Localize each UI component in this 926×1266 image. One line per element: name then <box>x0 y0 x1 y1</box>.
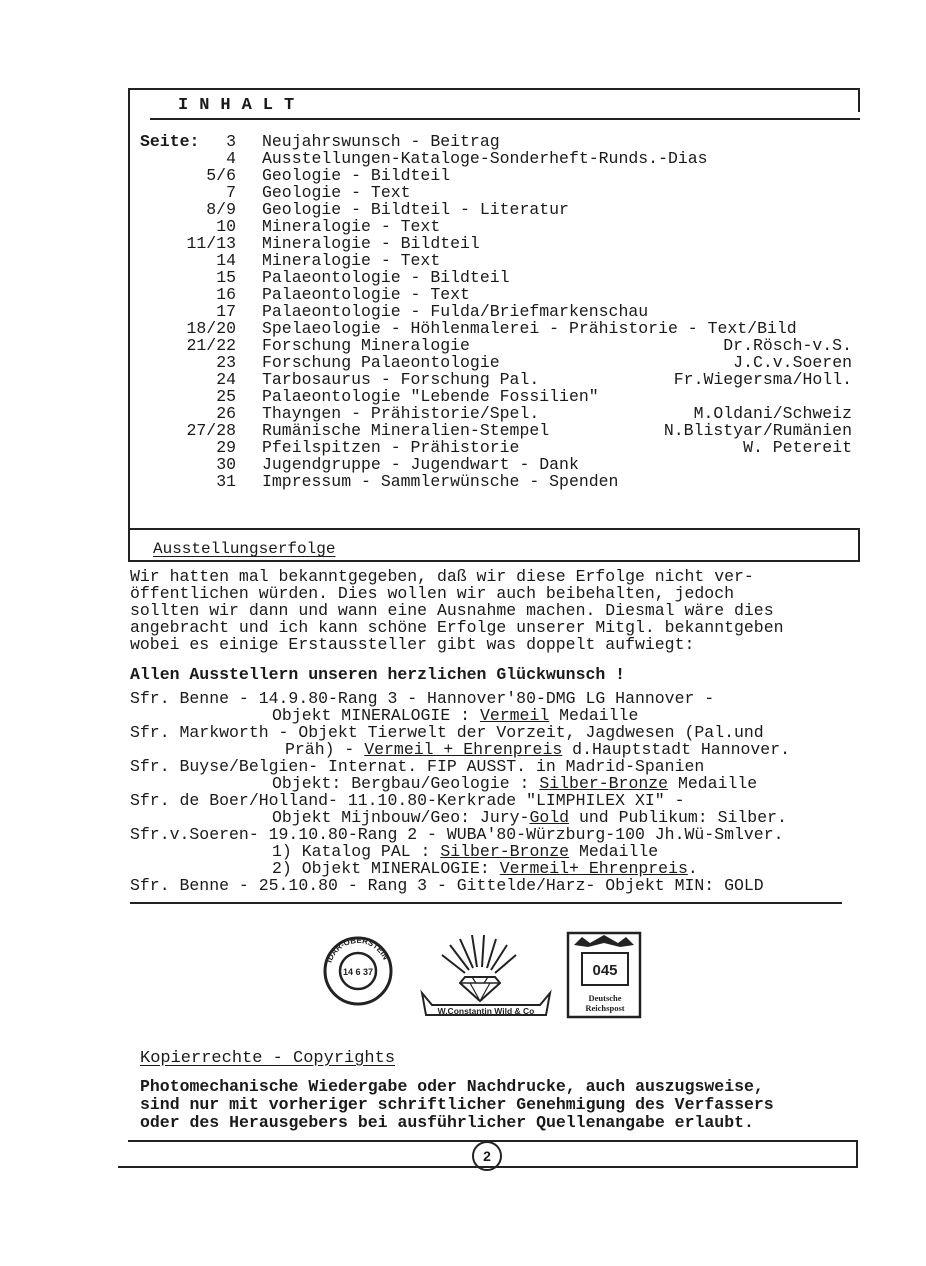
frame-right-top <box>858 88 860 112</box>
toc-row <box>138 422 868 439</box>
toc-page-number: 10 <box>216 217 236 236</box>
toc-row <box>138 286 868 303</box>
toc-row <box>138 235 868 252</box>
toc-author: W. Petereit <box>743 438 852 457</box>
toc-title: Jugendgruppe - Jugendwart - Dank <box>262 455 579 474</box>
award-medal: Vermeil + Ehrenpreis <box>364 740 563 759</box>
toc-row <box>138 456 868 473</box>
toc-author: Dr.Rösch-v.S. <box>723 336 852 355</box>
toc-page-number: 24 <box>216 370 236 389</box>
toc-page-number: 4 <box>226 149 236 168</box>
toc-title: Rumänische Mineralien-Stempel <box>262 421 550 440</box>
toc-page-number: 14 <box>216 251 236 270</box>
toc-row <box>138 405 868 422</box>
copyright-text <box>140 1078 870 1132</box>
toc-page-number: 25 <box>216 387 236 406</box>
frame-left-top <box>128 88 130 528</box>
toc-row <box>138 252 868 269</box>
awards-end-rule <box>130 902 842 904</box>
award-text: Objekt MINERALOGIE : <box>272 706 480 725</box>
frame-top <box>128 88 860 90</box>
toc-row <box>138 354 868 371</box>
award-line <box>130 860 870 877</box>
toc-title: Pfeilspitzen - Prähistorie <box>262 438 520 457</box>
award-text: und Publikum: Silber. <box>569 808 787 827</box>
frame-left-mid <box>128 528 130 562</box>
toc-page-number: 8/9 <box>206 200 236 219</box>
award-line <box>130 775 870 792</box>
toc-page-number: 7 <box>226 183 236 202</box>
toc-title: Forschung Mineralogie <box>262 336 470 355</box>
toc-page-number: 30 <box>216 455 236 474</box>
award-text: Sfr.v.Soeren- 19.10.80-Rang 2 - WUBA'80-Würzburg-100 Jh.Wü-Smlver. <box>130 825 784 844</box>
toc-row <box>138 388 868 405</box>
toc-page-number: 16 <box>216 285 236 304</box>
seite-label: Seite: <box>140 132 200 151</box>
toc-title: Thayngen - Prähistorie/Spel. <box>262 404 540 423</box>
award-text: d.Hauptstadt Hannover. <box>562 740 791 759</box>
toc-row <box>138 201 868 218</box>
awards-list <box>130 690 870 894</box>
award-text: Medaille <box>549 706 639 725</box>
award-medal: Gold <box>529 808 570 827</box>
toc-page-number: 5/6 <box>206 166 236 185</box>
toc-page-number: 11/13 <box>186 234 236 253</box>
award-text: Sfr. Buyse/Belgien- Internat. FIP AUSST. in Madrid-Spanien <box>130 757 705 776</box>
toc-page-number: 31 <box>216 472 236 491</box>
award-text: 1) Katalog PAL : <box>272 842 441 861</box>
reichspost-stamp-icon <box>568 933 640 1017</box>
inhalt-rule <box>150 118 860 120</box>
stamp3-number: 045 <box>592 962 618 979</box>
award-text: Sfr. Benne - 25.10.80 - Rang 3 - Gittelde/Harz- Objekt MIN: GOLD <box>130 876 764 895</box>
toc-row <box>138 337 868 354</box>
toc-row <box>138 303 868 320</box>
toc-row <box>138 473 868 490</box>
toc-author: J.C.v.Soeren <box>733 353 852 372</box>
award-text: . <box>687 859 698 878</box>
award-text: Objekt Mijnbouw/Geo: Jury- <box>272 808 530 827</box>
toc-title: Geologie - Bildteil <box>262 166 451 185</box>
toc-title: Neujahrswunsch - Beitrag <box>262 132 500 151</box>
award-medal: Vermeil <box>479 706 550 725</box>
award-text: Sfr. de Boer/Holland- 11.10.80-Kerkrade "LIMPHILEX XI" - <box>130 791 685 810</box>
stamp1-date: 14 6 37 <box>342 967 374 977</box>
toc-title: Geologie - Bildteil - Literatur <box>262 200 569 219</box>
toc-title: Spelaeologie - Höhlenmalerei - Prähistorie - Text/Bild <box>262 319 797 338</box>
toc-title: Mineralogie - Text <box>262 251 441 270</box>
paragraph-line: Wir hatten mal bekanntgegeben, daß wir diese Erfolge nicht ver- <box>130 567 754 586</box>
award-line <box>130 758 870 775</box>
toc-title: Geologie - Text <box>262 183 411 202</box>
award-text: Präh) - <box>285 740 365 759</box>
toc-page-number: 21/22 <box>186 336 236 355</box>
toc-row <box>138 167 868 184</box>
inhalt-heading: INHALT <box>178 96 306 115</box>
toc-title: Palaeontologie - Bildteil <box>262 268 510 287</box>
paragraph-line: sollten wir dann und wann eine Ausnahme machen. Diesmal wäre dies <box>130 601 774 620</box>
ausstellungserfolge-heading: Ausstellungserfolge <box>153 540 336 558</box>
toc-row <box>138 439 868 456</box>
frame-right-bottom <box>856 1140 858 1168</box>
toc-title: Palaeontologie "Lebende Fossilien" <box>262 387 599 406</box>
copyright-line: oder des Herausgebers bei ausführlicher Quellenangabe erlaubt. <box>140 1113 754 1132</box>
award-medal: Vermeil+ Ehrenpreis <box>499 859 688 878</box>
award-medal: Silber-Bronze <box>440 842 570 861</box>
round-postmark-icon <box>324 936 391 1004</box>
toc-author: N.Blistyar/Rumänien <box>663 421 852 440</box>
toc-title: Forschung Palaeontologie <box>262 353 500 372</box>
toc-title: Palaeontologie - Fulda/Briefmarkenschau <box>262 302 649 321</box>
stamp3-text-2: Reichspost <box>585 1003 625 1013</box>
paragraph-line: angebracht und ich kann schöne Erfolge unserer Mitgl. bekanntgeben <box>130 618 784 637</box>
stamp2-text: W.Constantin Wild & Co <box>437 1006 535 1016</box>
toc-author: Fr.Wiegersma/Holl. <box>673 370 852 389</box>
toc-page-number: 18/20 <box>186 319 236 338</box>
award-line <box>130 809 870 826</box>
toc-page-number: 26 <box>216 404 236 423</box>
toc-page-number: 17 <box>216 302 236 321</box>
paragraph-line: wobei es einige Erstaussteller gibt was doppelt aufwiegt: <box>130 635 695 654</box>
svg-text:IDAR-OBERSTEIN <box>324 936 390 964</box>
frame-right-mid <box>858 528 860 562</box>
award-line <box>130 877 870 894</box>
award-line <box>130 792 870 809</box>
toc-page-number: 15 <box>216 268 236 287</box>
toc-row <box>138 150 868 167</box>
postmark-stamps <box>320 925 650 1025</box>
award-line <box>130 843 870 860</box>
award-text: Sfr. Benne - 14.9.80-Rang 3 - Hannover'80-DMG LG Hannover - <box>130 689 715 708</box>
toc-row <box>138 218 868 235</box>
ausstellungserfolge-paragraph <box>130 568 870 653</box>
toc-row <box>138 184 868 201</box>
award-line <box>130 724 870 741</box>
toc-page-number: 23 <box>216 353 236 372</box>
toc-row <box>138 371 868 388</box>
toc-page-number: 27/28 <box>186 421 236 440</box>
table-of-contents <box>138 133 868 490</box>
copyright-heading: Kopierrechte - Copyrights <box>140 1049 396 1068</box>
toc-title: Ausstellungen-Kataloge-Sonderheft-Runds.-Dias <box>262 149 708 168</box>
award-text: 2) Objekt MINERALOGIE: <box>272 859 500 878</box>
toc-row <box>138 320 868 337</box>
stamp3-text-1: Deutsche <box>588 993 622 1003</box>
toc-title: Mineralogie - Text <box>262 217 441 236</box>
award-line <box>130 707 870 724</box>
toc-page-number: 3 <box>226 132 236 151</box>
copyright-line: sind nur mit vorheriger schriftlicher Genehmigung des Verfassers <box>140 1095 774 1114</box>
award-line <box>130 826 870 843</box>
page-number: 2 <box>472 1141 502 1171</box>
toc-page-number: 29 <box>216 438 236 457</box>
greeting-line: Allen Ausstellern unseren herzlichen Glückwunsch ! <box>130 665 626 684</box>
toc-row <box>138 269 868 286</box>
toc-row <box>138 133 868 150</box>
award-text: Medaille <box>569 842 659 861</box>
toc-title: Mineralogie - Bildteil <box>262 234 480 253</box>
section-divider <box>128 528 860 530</box>
toc-title: Palaeontologie - Text <box>262 285 470 304</box>
toc-title: Tarbosaurus - Forschung Pal. <box>262 370 540 389</box>
award-medal: Silber-Bronze <box>539 774 669 793</box>
stamp1-arc-text: IDAR-OBERSTEIN <box>324 935 391 964</box>
toc-author: M.Oldani/Schweiz <box>693 404 852 423</box>
copyright-line: Photomechanische Wiedergabe oder Nachdrucke, auch auszugsweise, <box>140 1077 764 1096</box>
award-text: Objekt: Bergbau/Geologie : <box>272 774 540 793</box>
award-line <box>130 741 870 758</box>
aus-rule <box>128 560 860 562</box>
award-text: Sfr. Markworth - Objekt Tierwelt der Vorzeit, Jagdwesen (Pal.und <box>130 723 764 742</box>
toc-title: Impressum - Sammlerwünsche - Spenden <box>262 472 619 491</box>
award-line <box>130 690 870 707</box>
award-text: Medaille <box>668 774 758 793</box>
paragraph-line: öffentlichen würden. Dies wollen wir auch beibehalten, jedoch <box>130 584 734 603</box>
diamond-emblem-icon <box>422 935 550 1016</box>
